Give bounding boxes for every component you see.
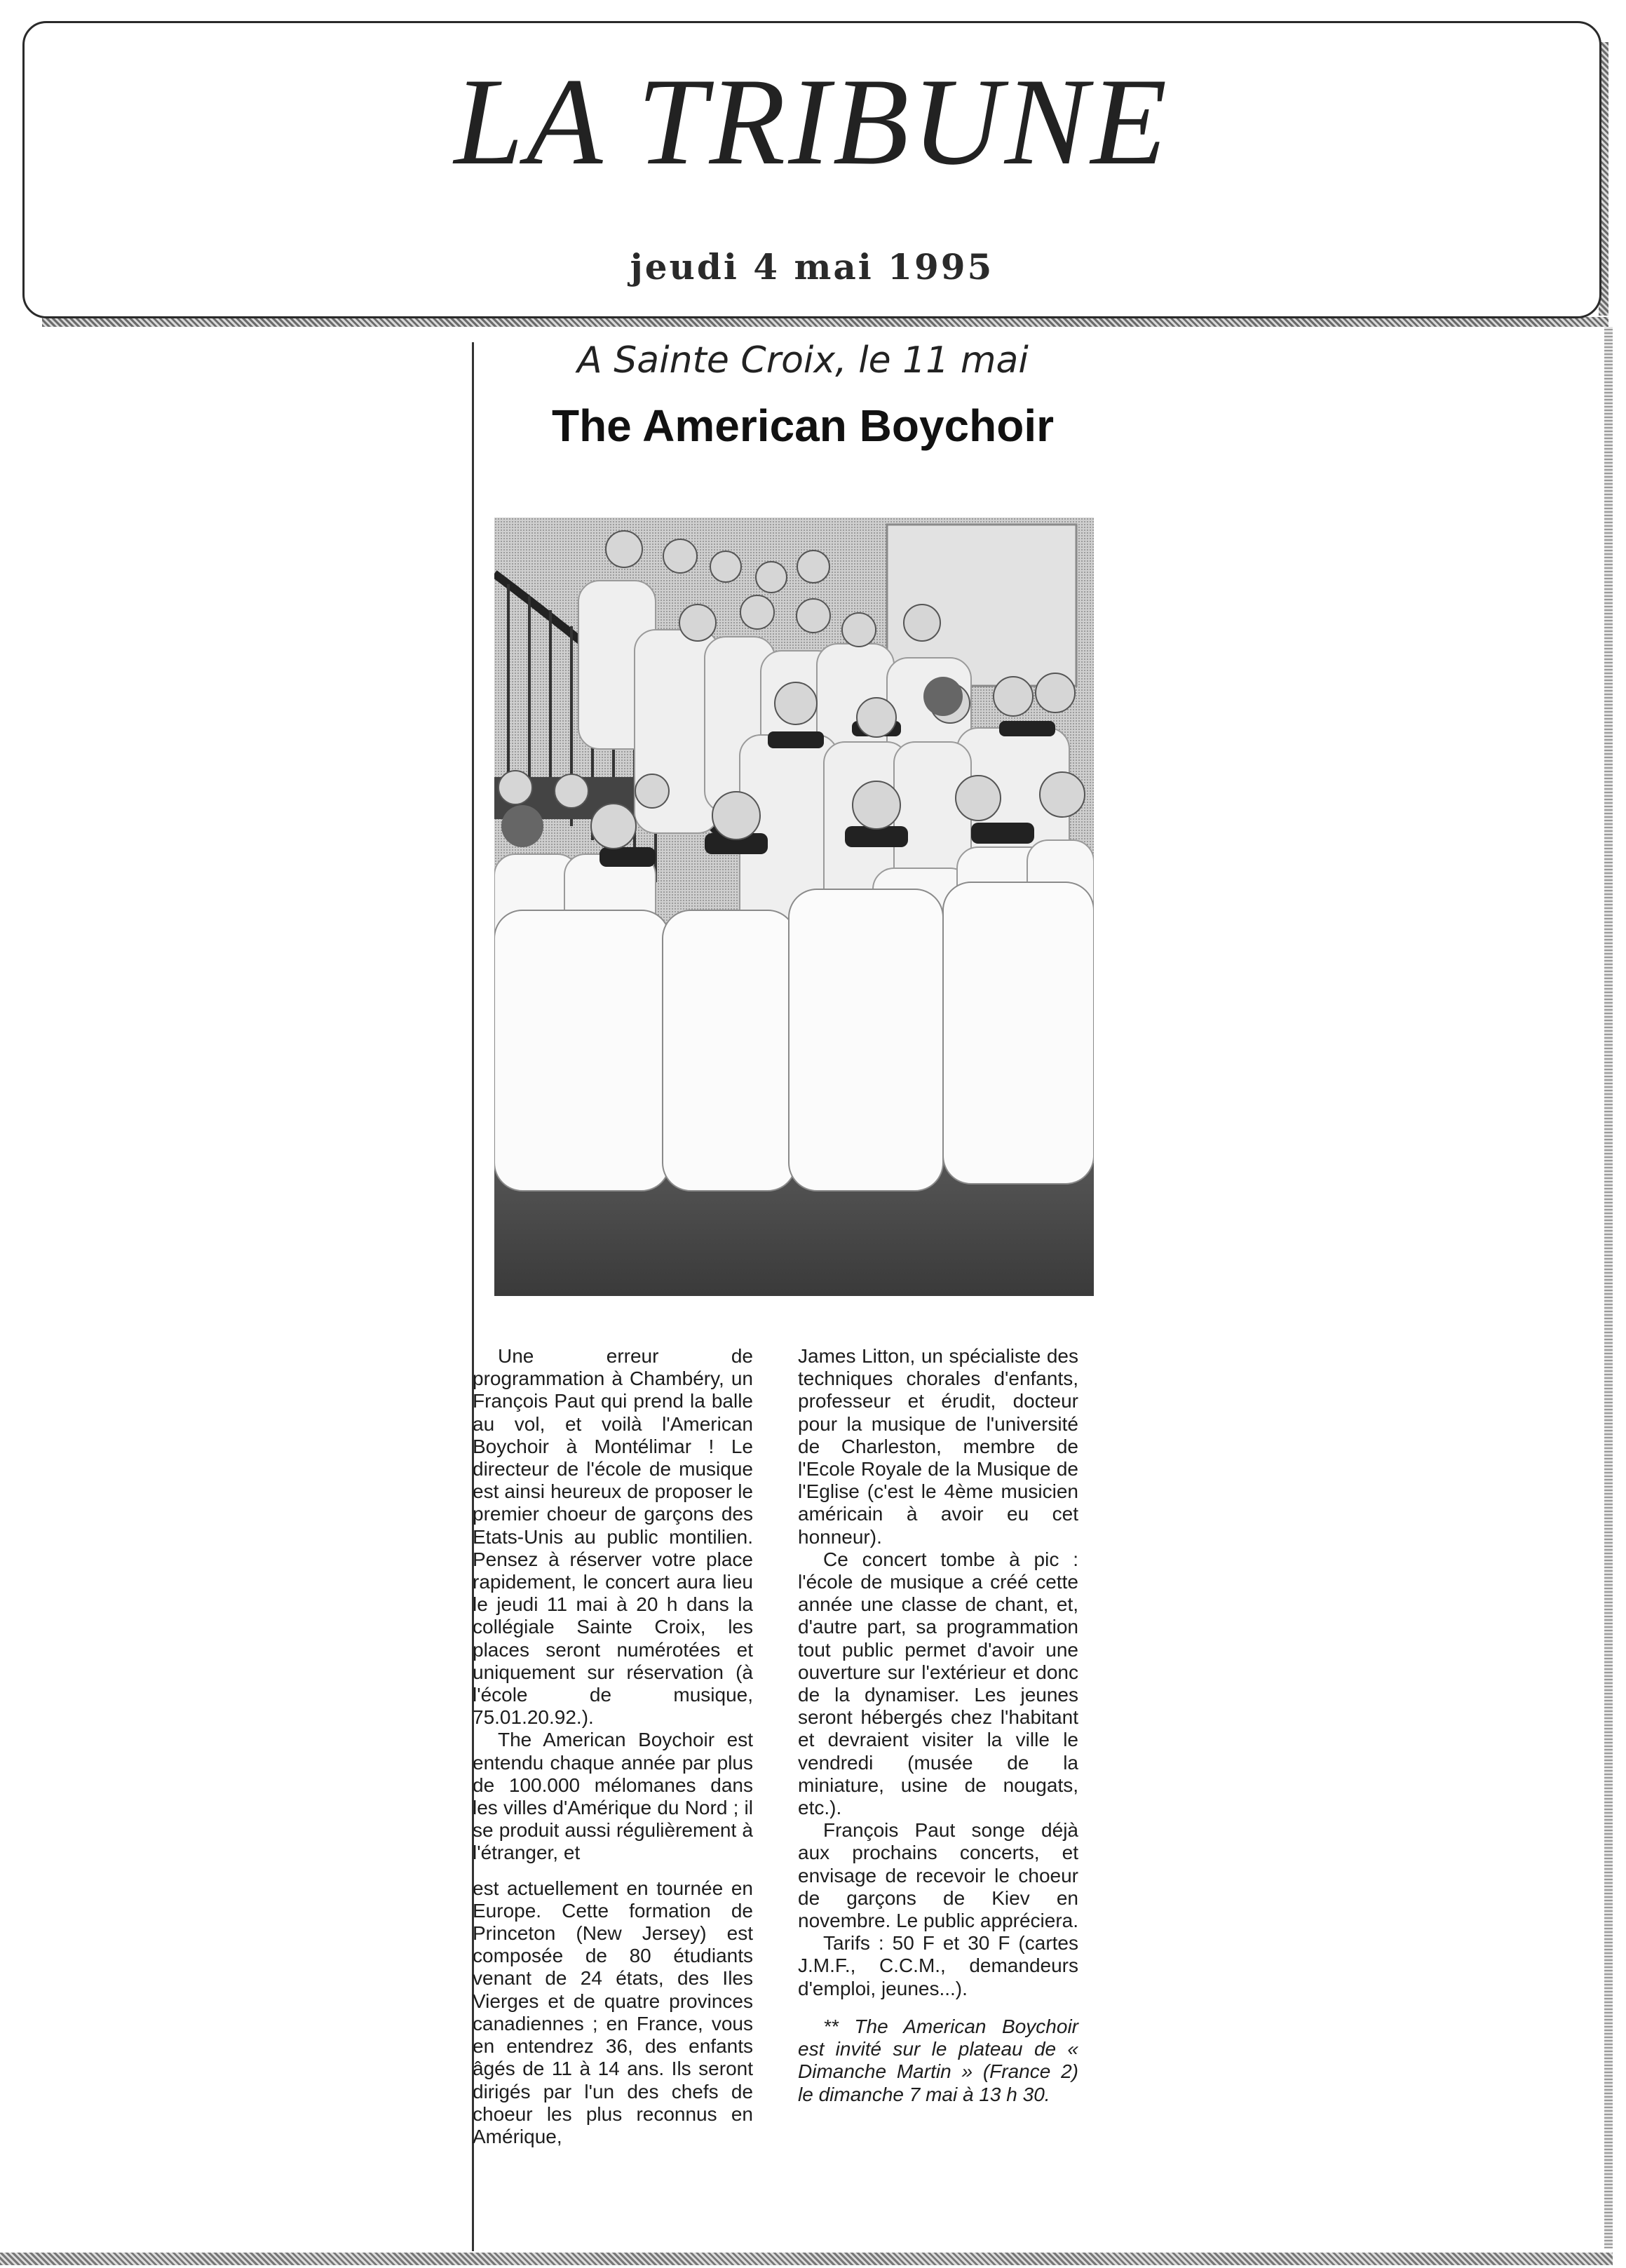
- article-headline: The American Boychoir: [551, 400, 1055, 451]
- masthead-shadow: [42, 317, 1608, 327]
- article-column-left: [473, 1345, 753, 2148]
- paragraph: est actuellement en tournée en Europe. Cette formation de Princeton (New Jersey) est composée de 80 étudiants venant de 24 états, des Iles Vierges et de quatre provinces canadiennes ; en France, vous en entendrez 36, des enfants âgés de 11 à 14 ans. Ils seront dirigés par l'un des chefs de choeur les plus reconnus en Amérique,: [473, 1877, 753, 2147]
- paragraph: François Paut songe déjà aux prochains concerts, et envisage de recevoir le choeur de garçons de Kiev en novembre. Le public appréciera.: [798, 1819, 1079, 1932]
- page-bottom-edge: [0, 2253, 1613, 2265]
- tv-note: ** The American Boychoir est invité sur le plateau de « Dimanche Martin » (France 2) le dimanche 7 mai à 13 h 30.: [798, 2015, 1078, 2105]
- paragraph: Une erreur de programmation à Chambéry, un François Paut qui prend la balle au vol, et voilà l'American Boychoir à Montélimar ! Le directeur de l'école de musique est ainsi heureux de proposer le premier choeur de garçons des Etats-Unis au public montilien. Pensez à réserver votre place rapidement, le concert aura lieu le jeudi 11 mai à 20 h dans la collégiale Sainte Croix, les places seront numérotées et uniquement sur réservation (à l'école de musique, 75.01.20.92.).: [473, 1345, 753, 1729]
- paragraph: The American Boychoir est entendu chaque année par plus de 100.000 mélomanes dans les villes d'Amérique du Nord ; il se produit aussi régulièrement à l'étranger, et: [473, 1729, 753, 1864]
- article-column-right: [798, 1345, 1078, 2106]
- issue-date: jeudi 4 mai 1995: [630, 246, 994, 288]
- paragraph: Tarifs : 50 F et 30 F (cartes J.M.F., C.C.M., demandeurs d'emploi, jeunes...).: [798, 1932, 1078, 1999]
- paragraph: James Litton, un spécialiste des techniques chorales d'enfants, professeur et érudit, docteur pour la musique de l'université de Charleston, membre de l'Ecole Royale de la Musique de l'Eglise (c'est le 4ème musicien américain à avoir eu cet honneur).: [798, 1345, 1078, 1548]
- article-kicker: A Sainte Croix, le 11 mai: [577, 339, 1029, 382]
- page-edge-shadow: [1604, 327, 1613, 2248]
- choir-photo: [494, 518, 1094, 1296]
- paragraph: Ce concert tombe à pic : l'école de musique a créé cette année une classe de chant, et, d'autre part, sa programmation tout public permet d'avoir une ouverture sur l'extérieur et donc de la dynamiser. Les jeunes seront hébergés chez l'habitant et devraient visiter la ville le vendredi (musée de la miniature, usine de nougats, etc.).: [798, 1548, 1078, 1819]
- newspaper-title: LA TRIBUNE: [454, 52, 1170, 191]
- masthead: [22, 21, 1601, 318]
